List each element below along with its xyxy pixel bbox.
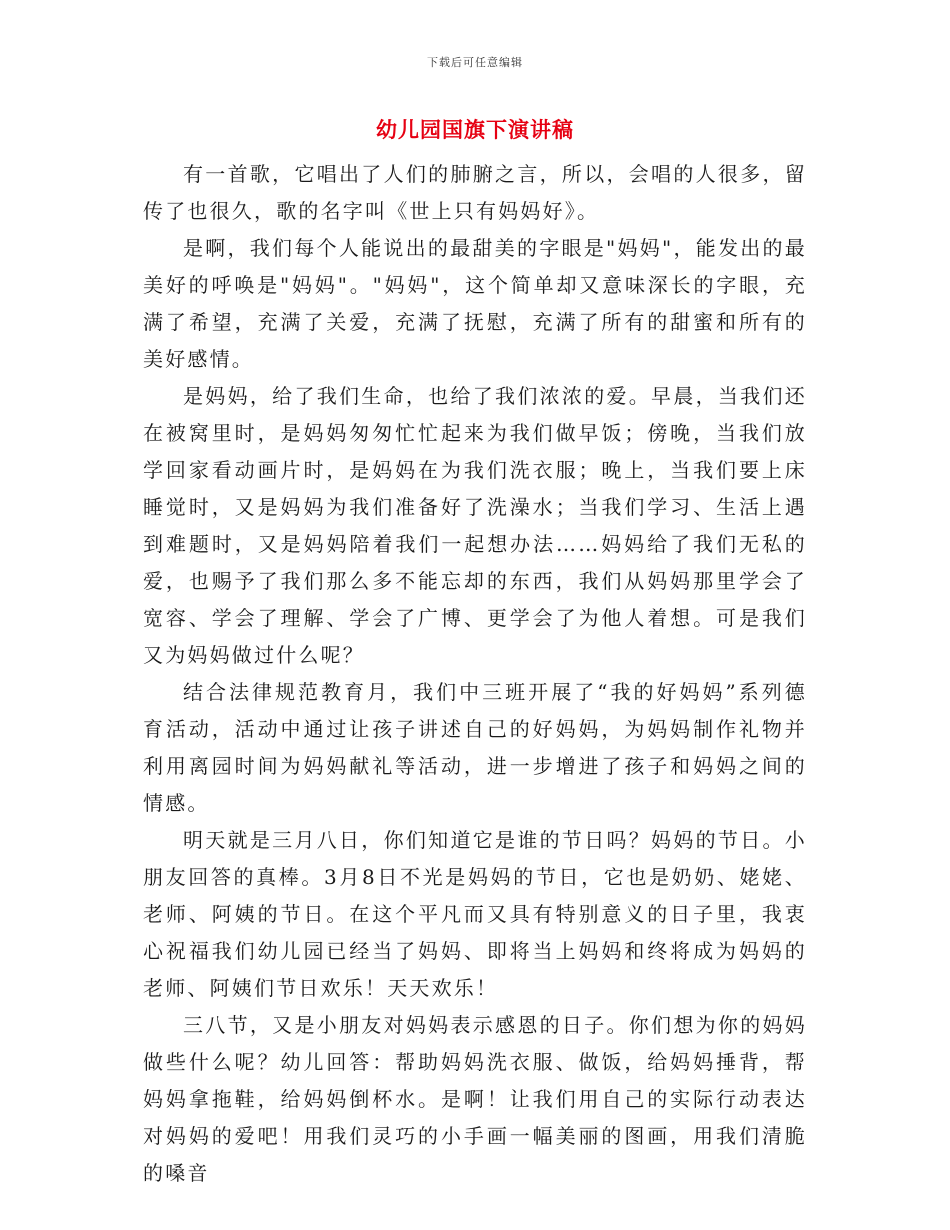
paragraph: 结合法律规范教育月，我们中三班开展了“我的好妈妈”系列德育活动，活动中通过让孩子讲述自己的好妈妈，为妈妈制作礼物并利用离园时间为妈妈献礼等活动，进一步增进了孩子和妈妈之间的情感。 — [143, 680, 807, 815]
paragraph: 是啊，我们每个人能说出的最甜美的字眼是"妈妈"，能发出的最美好的呼唤是"妈妈"。"妈妈"，这个简单却又意味深长的字眼，充满了希望，充满了关爱，充满了抚慰，充满了所有的甜蜜和所有的美好感情。 — [143, 236, 807, 371]
document-body — [143, 156, 807, 1192]
paragraph: 是妈妈，给了我们生命，也给了我们浓浓的爱。早晨，当我们还在被窝里时，是妈妈匆匆忙忙起来为我们做早饭；傍晚，当我们放学回家看动画片时，是妈妈在为我们洗衣服；晚上，当我们要上床睡觉时，又是妈妈为我们准备好了洗澡水；当我们学习、生活上遇到难题时，又是妈妈陪着我们一起想办法……妈妈给了我们无私的爱，也赐予了我们那么多不能忘却的东西，我们从妈妈那里学会了宽容、学会了理解、学会了广博、更学会了为他人着想。可是我们又为妈妈做过什么呢？ — [143, 384, 807, 667]
document-title: 幼儿园国旗下演讲稿 — [376, 118, 574, 142]
paragraph: 有一首歌，它唱出了人们的肺腑之言，所以，会唱的人很多，留传了也很久，歌的名字叫《世上只有妈妈好》。 — [143, 162, 807, 223]
paragraph: 明天就是三月八日，你们知道它是谁的节日吗？妈妈的节日。小朋友回答的真棒。3月8日不光是妈妈的节日，它也是奶奶、姥姥、老师、阿姨的节日。在这个平凡而又具有特别意义的日子里，我衷心祝福我们幼儿园已经当了妈妈、即将当上妈妈和终将成为妈妈的老师、阿姨们节日欢乐！天天欢乐！ — [143, 828, 807, 1000]
header-note: 下载后可任意编辑 — [427, 56, 523, 69]
paragraph: 三八节，又是小朋友对妈妈表示感恩的日子。你们想为你的妈妈做些什么呢？幼儿回答：帮助妈妈洗衣服、做饭，给妈妈捶背，帮妈妈拿拖鞋，给妈妈倒杯水。是啊！让我们用自己的实际行动表达对妈妈的爱吧！用我们灵巧的小手画一幅美丽的图画，用我们清脆的嗓音 — [143, 1013, 807, 1185]
